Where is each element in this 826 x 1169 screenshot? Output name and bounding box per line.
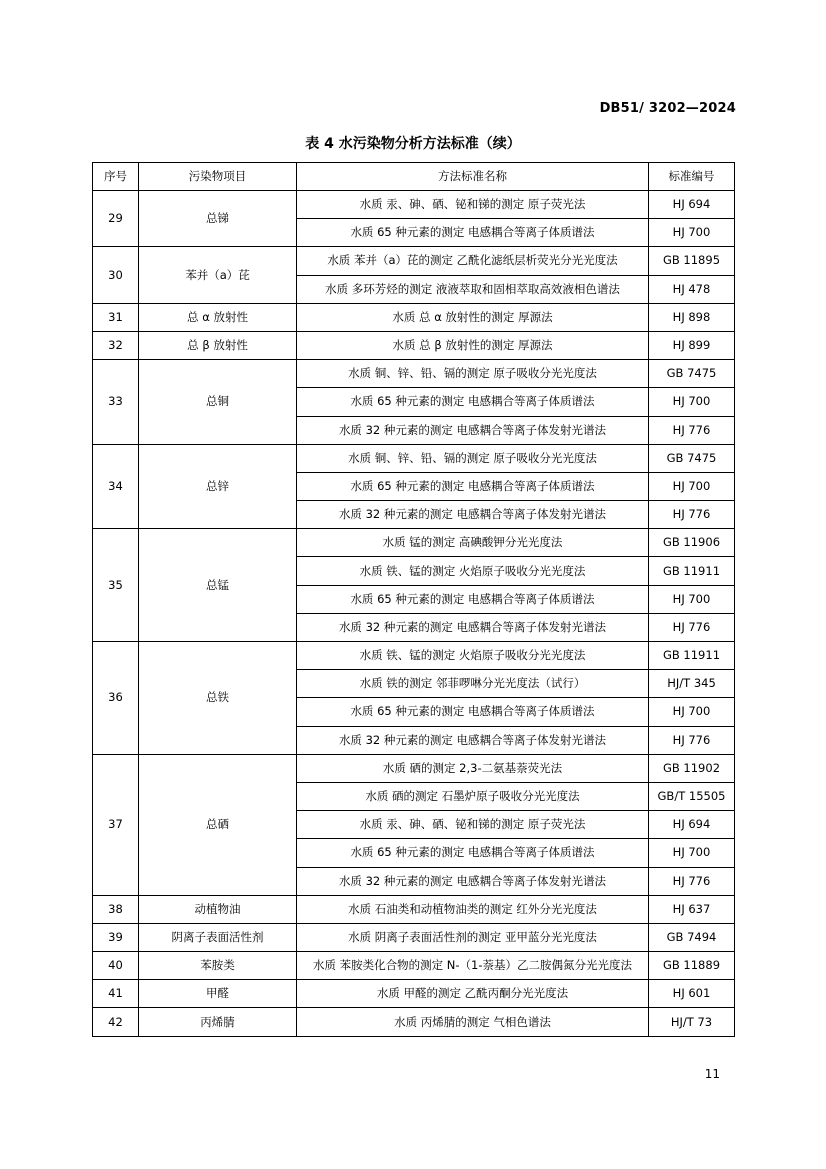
standard-code-cell: HJ 478 <box>649 275 735 303</box>
serial-number-cell: 42 <box>93 1008 139 1036</box>
method-name-cell: 水质 32 种元素的测定 电感耦合等离子体发射光谱法 <box>297 726 649 754</box>
serial-number-cell: 36 <box>93 642 139 755</box>
method-name-cell: 水质 石油类和动植物油类的测定 红外分光光度法 <box>297 895 649 923</box>
pollutant-item-cell: 苯胺类 <box>139 952 297 980</box>
standard-code-cell: HJ 601 <box>649 980 735 1008</box>
table-row <box>93 952 735 980</box>
table-row <box>93 923 735 951</box>
serial-number-cell: 29 <box>93 191 139 247</box>
method-name-cell: 水质 65 种元素的测定 电感耦合等离子体质谱法 <box>297 219 649 247</box>
method-name-cell: 水质 32 种元素的测定 电感耦合等离子体发射光谱法 <box>297 501 649 529</box>
standard-code-cell: HJ 776 <box>649 501 735 529</box>
pollutant-item-cell: 总铜 <box>139 360 297 445</box>
standard-code-cell: HJ 637 <box>649 895 735 923</box>
pollutant-item-cell: 总 β 放射性 <box>139 331 297 359</box>
method-name-cell: 水质 65 种元素的测定 电感耦合等离子体质谱法 <box>297 388 649 416</box>
standard-code-cell: GB 11911 <box>649 557 735 585</box>
method-name-cell: 水质 总 α 放射性的测定 厚源法 <box>297 303 649 331</box>
header-pollutant: 污染物项目 <box>139 163 297 191</box>
serial-number-cell: 31 <box>93 303 139 331</box>
standard-code-cell: HJ 898 <box>649 303 735 331</box>
pollutant-item-cell: 总锌 <box>139 444 297 529</box>
method-name-cell: 水质 苯胺类化合物的测定 N-（1-萘基）乙二胺偶氮分光光度法 <box>297 952 649 980</box>
standard-code-cell: HJ 776 <box>649 416 735 444</box>
standard-code-cell: GB 7475 <box>649 360 735 388</box>
method-name-cell: 水质 铜、锌、铅、镉的测定 原子吸收分光光度法 <box>297 360 649 388</box>
method-name-cell: 水质 32 种元素的测定 电感耦合等离子体发射光谱法 <box>297 867 649 895</box>
standard-code-cell: GB 11906 <box>649 529 735 557</box>
standard-code-cell: HJ 694 <box>649 811 735 839</box>
table-row <box>93 247 735 275</box>
pollutant-item-cell: 总锑 <box>139 191 297 247</box>
standard-code-cell: HJ 700 <box>649 698 735 726</box>
standard-code-cell: GB 11902 <box>649 754 735 782</box>
method-name-cell: 水质 65 种元素的测定 电感耦合等离子体质谱法 <box>297 698 649 726</box>
serial-number-cell: 38 <box>93 895 139 923</box>
standard-code-cell: HJ 700 <box>649 388 735 416</box>
pollutant-item-cell: 甲醛 <box>139 980 297 1008</box>
serial-number-cell: 41 <box>93 980 139 1008</box>
standard-code-cell: GB 7494 <box>649 923 735 951</box>
pollutant-item-cell: 总 α 放射性 <box>139 303 297 331</box>
serial-number-cell: 40 <box>93 952 139 980</box>
serial-number-cell: 35 <box>93 529 139 642</box>
standard-code-cell: HJ 776 <box>649 613 735 641</box>
header-method-name: 方法标准名称 <box>297 163 649 191</box>
method-name-cell: 水质 阴离子表面活性剂的测定 亚甲蓝分光光度法 <box>297 923 649 951</box>
method-name-cell: 水质 多环芳烃的测定 液液萃取和固相萃取高效液相色谱法 <box>297 275 649 303</box>
standard-code-cell: HJ 700 <box>649 219 735 247</box>
pollutant-item-cell: 丙烯腈 <box>139 1008 297 1036</box>
standard-code-cell: HJ 700 <box>649 839 735 867</box>
standard-code-cell: GB 11889 <box>649 952 735 980</box>
table-row <box>93 980 735 1008</box>
header-standard-code: 标准编号 <box>649 163 735 191</box>
method-name-cell: 水质 汞、砷、硒、铋和锑的测定 原子荧光法 <box>297 811 649 839</box>
method-name-cell: 水质 硒的测定 2,3-二氨基萘荧光法 <box>297 754 649 782</box>
table-row <box>93 444 735 472</box>
method-name-cell: 水质 65 种元素的测定 电感耦合等离子体质谱法 <box>297 839 649 867</box>
standard-code-cell: HJ/T 345 <box>649 670 735 698</box>
pollutant-item-cell: 苯并（a）芘 <box>139 247 297 303</box>
standard-code-cell: GB 11911 <box>649 642 735 670</box>
table-row <box>93 360 735 388</box>
method-name-cell: 水质 铁的测定 邻菲啰啉分光光度法（试行） <box>297 670 649 698</box>
serial-number-cell: 37 <box>93 754 139 895</box>
table-row <box>93 331 735 359</box>
method-name-cell: 水质 丙烯腈的测定 气相色谱法 <box>297 1008 649 1036</box>
method-name-cell: 水质 甲醛的测定 乙酰丙酮分光光度法 <box>297 980 649 1008</box>
table-row <box>93 642 735 670</box>
standard-code-cell: HJ 899 <box>649 331 735 359</box>
table-row <box>93 895 735 923</box>
table-row <box>93 1008 735 1036</box>
method-name-cell: 水质 32 种元素的测定 电感耦合等离子体发射光谱法 <box>297 416 649 444</box>
method-name-cell: 水质 65 种元素的测定 电感耦合等离子体质谱法 <box>297 585 649 613</box>
standard-code-cell: HJ 776 <box>649 867 735 895</box>
standard-code-cell: GB/T 15505 <box>649 782 735 810</box>
method-name-cell: 水质 65 种元素的测定 电感耦合等离子体质谱法 <box>297 472 649 500</box>
table-row <box>93 303 735 331</box>
method-name-cell: 水质 32 种元素的测定 电感耦合等离子体发射光谱法 <box>297 613 649 641</box>
standard-code-cell: HJ 694 <box>649 191 735 219</box>
standard-code-cell: HJ 776 <box>649 726 735 754</box>
serial-number-cell: 30 <box>93 247 139 303</box>
pollutant-item-cell: 总锰 <box>139 529 297 642</box>
method-name-cell: 水质 苯并（a）芘的测定 乙酰化滤纸层析荧光分光光度法 <box>297 247 649 275</box>
serial-number-cell: 39 <box>93 923 139 951</box>
standard-code-cell: GB 11895 <box>649 247 735 275</box>
table-header-row <box>93 163 735 191</box>
pollutant-item-cell: 动植物油 <box>139 895 297 923</box>
serial-number-cell: 34 <box>93 444 139 529</box>
header-serial: 序号 <box>93 163 139 191</box>
table-row <box>93 191 735 219</box>
page-number: 11 <box>704 1067 720 1081</box>
method-name-cell: 水质 汞、砷、硒、铋和锑的测定 原子荧光法 <box>297 191 649 219</box>
method-name-cell: 水质 总 β 放射性的测定 厚源法 <box>297 331 649 359</box>
table-row <box>93 529 735 557</box>
table-title: 表 4 水污染物分析方法标准（续） <box>305 136 521 152</box>
pollutant-item-cell: 阴离子表面活性剂 <box>139 923 297 951</box>
document-code: DB51/ 3202—2024 <box>599 101 736 116</box>
method-name-cell: 水质 铁、锰的测定 火焰原子吸收分光光度法 <box>297 642 649 670</box>
table-row <box>93 754 735 782</box>
standard-code-cell: HJ 700 <box>649 585 735 613</box>
method-name-cell: 水质 铁、锰的测定 火焰原子吸收分光光度法 <box>297 557 649 585</box>
standard-code-cell: GB 7475 <box>649 444 735 472</box>
pollutant-item-cell: 总铁 <box>139 642 297 755</box>
standards-table <box>92 162 735 1037</box>
method-name-cell: 水质 硒的测定 石墨炉原子吸收分光光度法 <box>297 782 649 810</box>
serial-number-cell: 33 <box>93 360 139 445</box>
standard-code-cell: HJ/T 73 <box>649 1008 735 1036</box>
standard-code-cell: HJ 700 <box>649 472 735 500</box>
method-name-cell: 水质 铜、锌、铅、镉的测定 原子吸收分光光度法 <box>297 444 649 472</box>
method-name-cell: 水质 锰的测定 高碘酸钾分光光度法 <box>297 529 649 557</box>
table-body <box>93 191 735 1037</box>
pollutant-item-cell: 总硒 <box>139 754 297 895</box>
serial-number-cell: 32 <box>93 331 139 359</box>
